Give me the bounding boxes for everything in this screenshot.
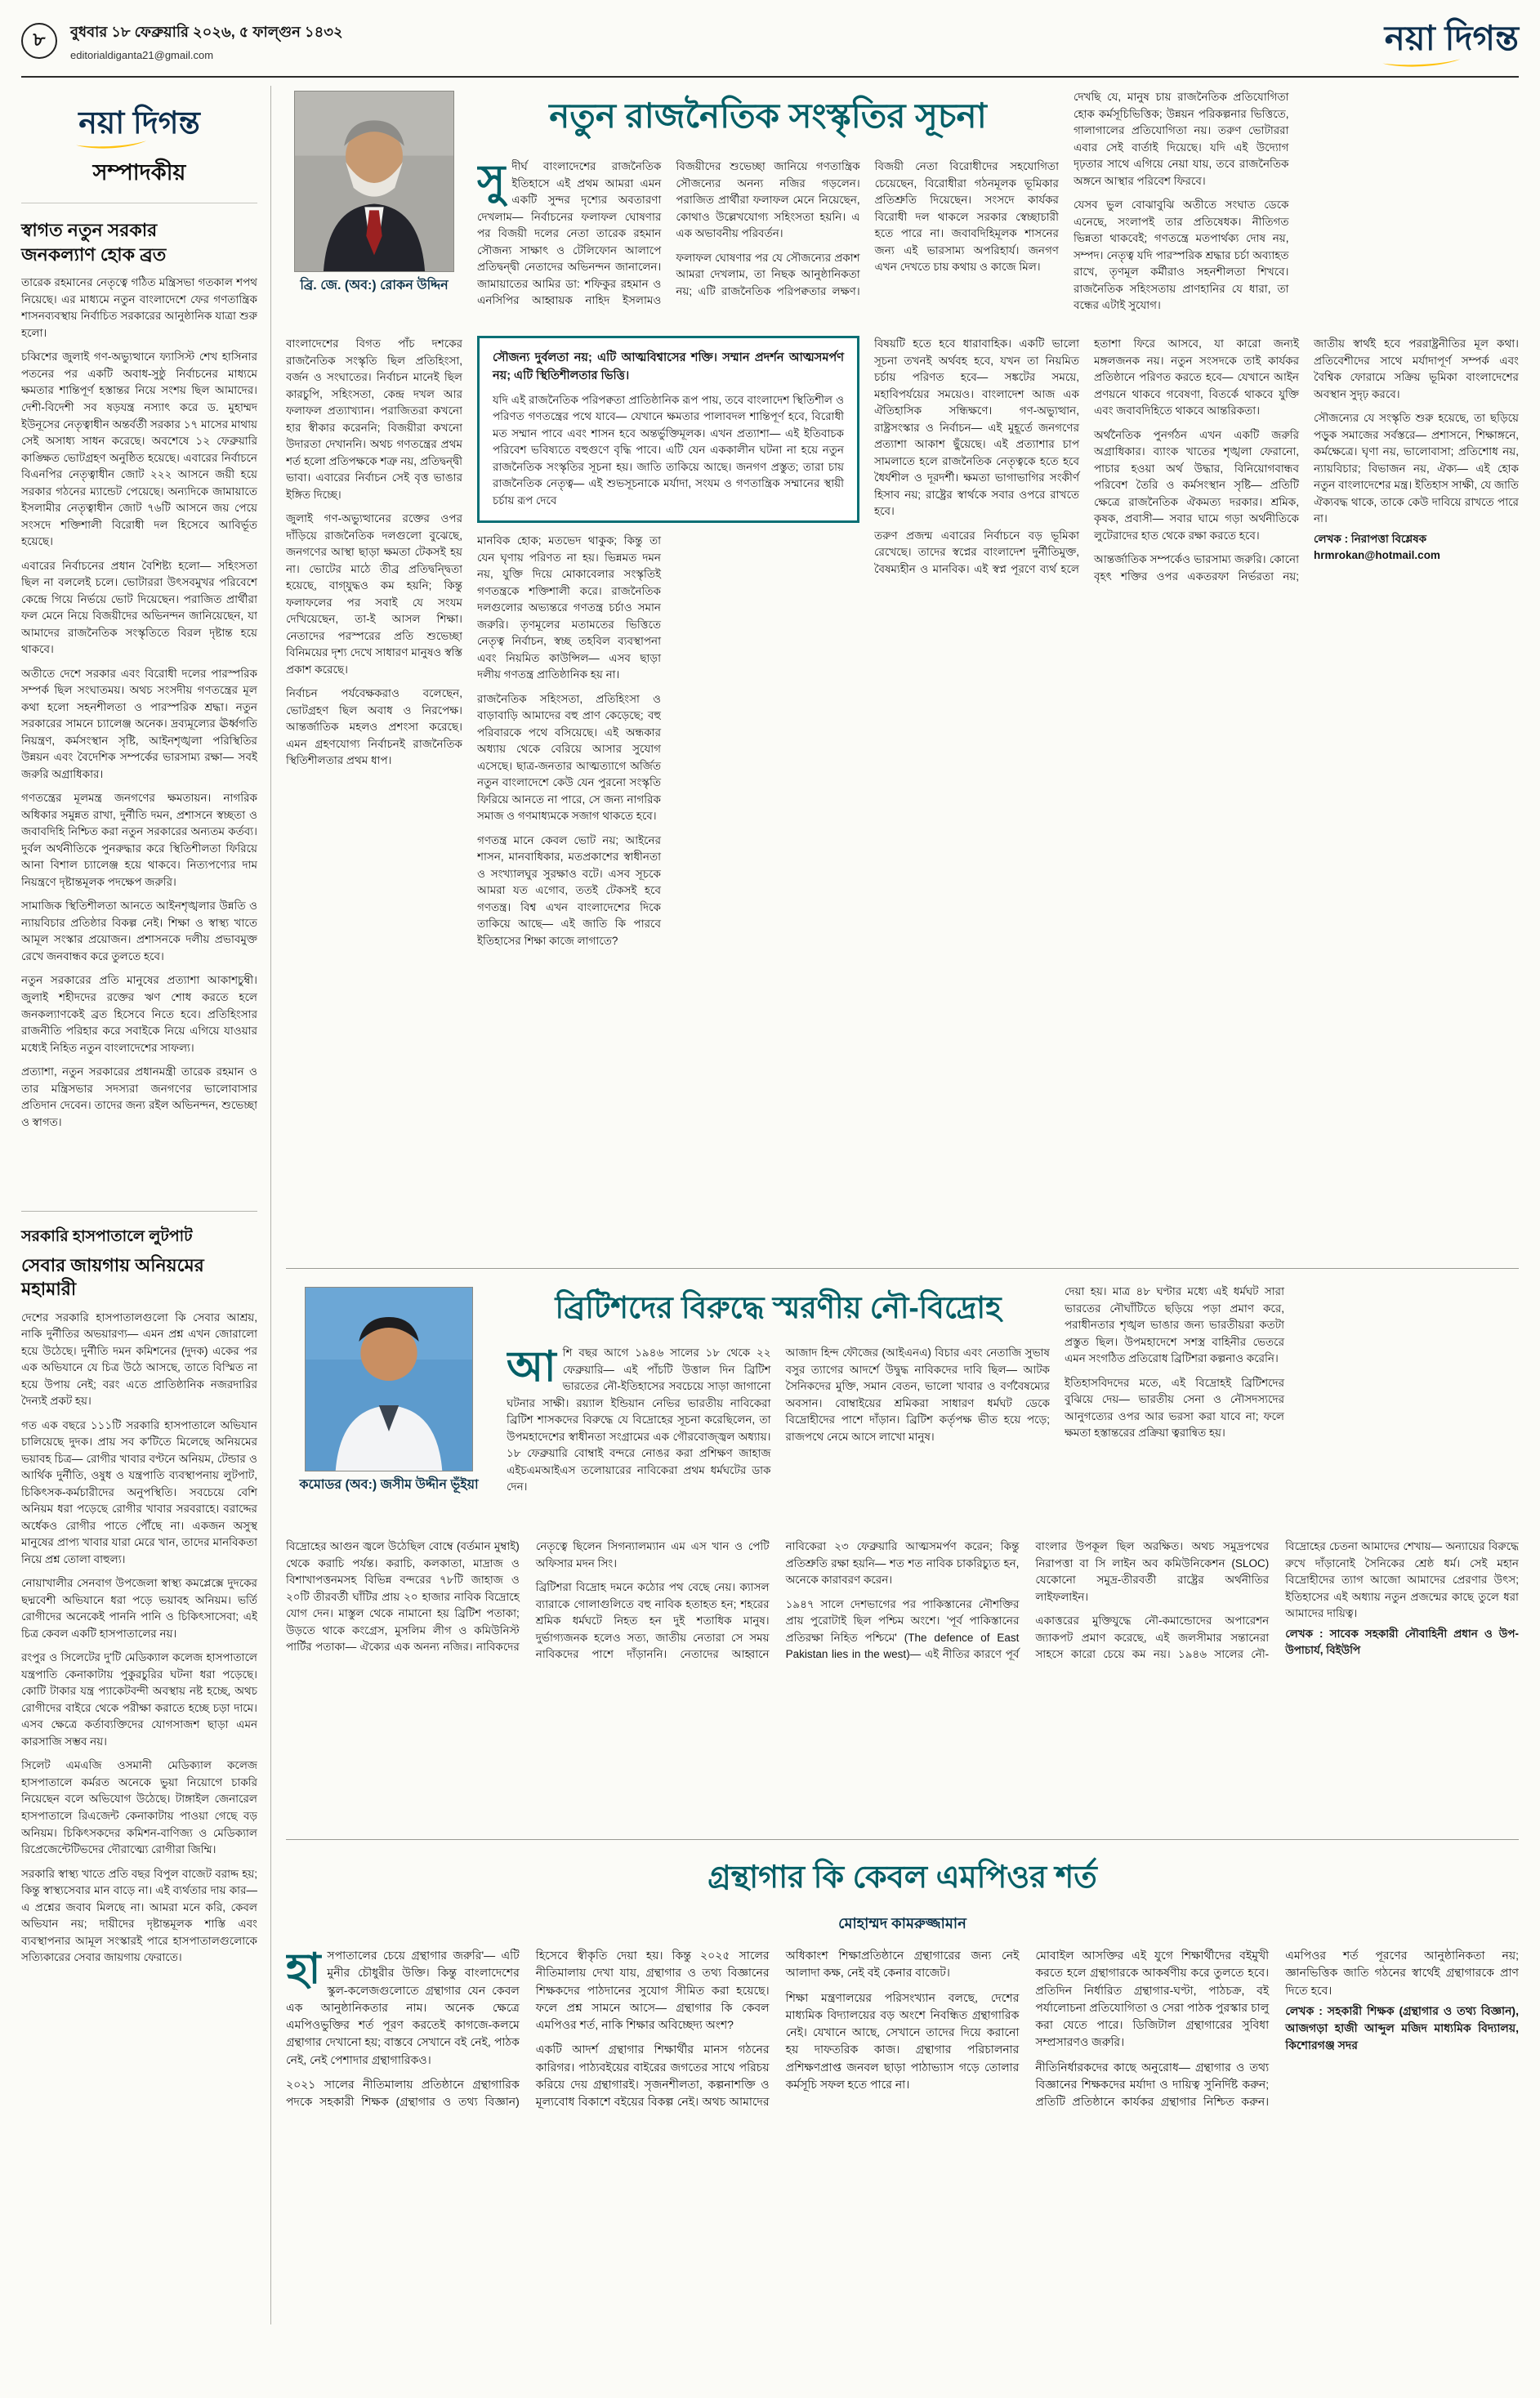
editorial-column [21,86,271,2324]
portrait-man-suit-icon [295,92,453,271]
paragraph: নতুন সরকারের প্রতি মানুষের প্রত্যাশা আকাশচুম্বী। জুলাই শহীদদের রক্তের ঋণ শোধ করতে হলে জনকল্যাণকেই ব্রত হিসেবে নিতে হবে। প্রতিহিংসার রাজনীতি পরিহার করে সবাইকে নিয়ে এগিয়ে যাওয়ার মধ্যেই নিহিত নতুন বাংলাদেশের সাফল্য। [21,974,257,1054]
paragraph: ফলাফল ঘোষণার পর যে সৌজন্যের প্রকাশ আমরা দেখলাম, তা নিছক আনুষ্ঠানিকতা নয়; এটি রাজনৈতিক পরিপক্বতার লক্ষণ। বিজয়ী নেতা বিরোধীদের সহযোগিতা চেয়েছেন, বিরোধীরা গঠনমূলক ভূমিকার প্রতিশ্রুতি দিয়েছেন। সংসদে কার্যকর বিরোধী দল থাকলে সরকার স্বেচ্ছাচারী হতে পারে না। জবাবদিহিমূলক শাসনের জন্য এই ভারসাম্য অপরিহার্য। জনগণ এখন দেখতে চায় কথায় ও কাজে মিল। [676,160,1059,297]
paragraph: দেয়া হয়। মাত্র ৪৮ ঘণ্টার মধ্যে এই ধর্মঘট সারা ভারতের নৌঘাঁটিতে ছড়িয়ে পড়া প্রমাণ করে, পরাধীনতার শৃঙ্খল ভাঙার জন্য ভারতীয়রা কতটা প্রস্তুত ছিল। উপমহাদেশে সশস্ত্র বাহিনীর ভেতরে এমন সংগঠিত প্রতিরোধ ব্রিটিশরা কল্পনাও করেনি। [1065,1285,1284,1365]
paragraph: অর্থনৈতিক পুনর্গঠন এখন একটি জরুরি অগ্রাধিকার। ব্যাংক খাতের শৃঙ্খলা ফেরানো, পাচার হওয়া অর্থ উদ্ধার, বিনিয়োগবান্ধব পরিবেশ তৈরি ও কর্মসংস্থান সৃষ্টি— প্রতিটি ক্ষেত্রে রাজনৈতিক ঐকমত্য দরকার। শ্রমিক, কৃষক, প্রবাসী— সবার ঘামে গড়া অর্থনীতিকে লুটেরাদের হাত থেকে রক্ষা করতে হবে। [1094,428,1299,542]
paragraph: প্রত্যাশা, নতুন সরকারের প্রধানমন্ত্রী তারেক রহমান ও তার মন্ত্রিসভার সদস্যরা জনগণের ভালোবাসার প্রতিদান দেবেন। তাদের জন্য রইল অভিনন্দন, শুভেচ্ছা ও স্বাগত। [21,1065,257,1128]
editorial-1-title-line2: জনকল্যাণ হোক ব্রত [21,243,167,265]
articles-area [286,86,1519,2324]
paragraph: নির্বাচন পর্যবেক্ষকরাও বলেছেন, ভোটগ্রহণ ছিল অবাধ ও নিরপেক্ষ। আন্তর্জাতিক মহলও প্রশংসা করেছে। এমন গ্রহণযোগ্য নির্বাচনই রাজনৈতিক স্থিতিশীলতার প্রথম ধাপ। [286,687,462,767]
page-content [21,78,1519,2324]
portrait-man-uniform-icon [306,1288,472,1471]
byline: ব্রি. জে. (অব:) রোকন উদ্দিন [300,279,449,292]
page-number-badge: ৮ [21,23,57,59]
paragraph: চব্বিশের জুলাই গণ-অভ্যুত্থানে ফ্যাসিস্ট শেখ হাসিনার পতনের পর একটি অবাধ-সুষ্ঠু নির্বাচনের মাধ্যমে ক্ষমতার শান্তিপূর্ণ হস্তান্তর নিয়ে সংশয় ছিল আমাদের। দেশী-বিদেশী সব ষড়যন্ত্র নস্যাৎ করে ড. মুহাম্মদ ইউনূসের নেতৃত্বাধীন অন্তর্বর্তী সরকার ১৭ মাসের মাথায় সেই অসাধ্য সাধন করেছে। অবশেষে ১২ ফেব্রুয়ারি কাঙ্ক্ষিত ভোটগ্রহণ অনুষ্ঠিত হয়েছে। এবারের নির্বাচনে বিএনপির নেতৃত্বাধীন জোট ২২২ আসনে জয়ী হয়ে সরকার গঠনের ম্যান্ডেট পেয়েছে। অন্যদিকে জামায়াতে ইসলামীর নেতৃত্বাধীন জোট ৭৬টি আসনে জয় পেয়ে সংসদে শক্তিশালী বিরোধী দল হিসেবে আবির্ভূত হয়েছে। [21,351,257,548]
navy-article-center [507,1282,1050,1527]
masthead-email[interactable]: editorialdiganta21@gmail.com [70,48,214,61]
masthead [21,11,1519,78]
author-email[interactable]: hrmrokan@hotmail.com [1314,549,1440,562]
editorial-1-title-line1: স্বাগত নতুন সরকার [21,220,158,240]
main-article-middle [477,336,859,1255]
paragraph: শিক্ষা মন্ত্রণালয়ের পরিসংখ্যান বলছে, দেশের মাধ্যমিক বিদ্যালয়ের বড় অংশে নিবন্ধিত গ্রন্থাগারিক নেই। যেখানে আছে, সেখানে তাদের দিয়ে করানো হয় দাফতরিক কাজ। গ্রন্থাগার পরিচালনার প্রশিক্ষণপ্রাপ্ত জনবল ছাড়া পাঠাভ্যাস গড়ে তোলার কর্মসূচি সফল হতে পারে না। [785,1990,1020,2091]
author-box [286,1282,492,1527]
article-text [874,336,1519,1255]
paragraph: মোবাইল আসক্তির এই যুগে শিক্ষার্থীদের বইমুখী করতে হলে গ্রন্থাগারকে আকর্ষণীয় করে তুলতে হবে। প্রতিদিন নির্ধারিত গ্রন্থাগার-ঘণ্টা, পাঠচক্র, বই পর্যালোচনা প্রতিযোগিতা ও সেরা পাঠক পুরস্কার চালু করা যেতে পারে। ডিজিটাল গ্রন্থাগারের সুবিধা সম্প্রসারণও জরুরি। [1035,1949,1270,2049]
pull-quote-heading: সৌজন্য দুর্বলতা নয়; এটি আত্মবিশ্বাসের শক্তি। সম্মান প্রদর্শন আত্মসমর্পণ নয়; এটি স্থিতিশীলতার ভিত্তি। [493,351,844,382]
drop-cap: হা [286,1947,321,1993]
editorial-masthead [21,86,257,203]
article-text [286,336,462,1255]
byline: কমোডর (অব:) জসীম উদ্দীন ভূঁইয়া [299,1478,479,1492]
paragraph: গণতন্ত্রের মূলমন্ত্র জনগণের ক্ষমতায়ন। নাগরিক অধিকার সমুন্নত রাখা, দুর্নীতি দমন, প্রশাসনে স্বচ্ছতা ও জবাবদিহি নিশ্চিত করা নতুন সরকারের অন্যতম কর্তব্য। দুর্বল অর্থনীতিকে পুনরুদ্ধার করে স্থিতিশীলতা ফিরিয়ে আনা বিশাল চ্যালেঞ্জ হয়ে থাকবে। নিত্যপণ্যের দাম নিয়ন্ত্রণে দৃষ্টান্তমূলক পদক্ষেপ জরুরি। [21,792,257,888]
paragraph: আজাদ হিন্দ ফৌজের (আইএনএ) বিচার এবং নেতাজি সুভাষ বসুর ত্যাগের আদর্শে উদ্বুদ্ধ নাবিকদের দাবি ছিল— আটক সৈনিকদের মুক্তি, সমান বেতন, ভালো খাবার ও বর্ণবৈষম্যের অবসান। বোম্বাইয়ের শ্রমিকরা সাধারণ ধর্মঘট ডেকে বিদ্রোহীদের পাশে দাঁড়ান। ব্রিটিশ কর্তৃপক্ষ ভীত হয়ে পড়ে; রাজপথে নেমে আসে লাখো মানুষ। [785,1346,1050,1443]
paragraph: একাত্তরের মুক্তিযুদ্ধে নৌ-কমান্ডোদের অপারেশন জ্যাকপট প্রমাণ করেছে, এই জলসীমার সন্তানেরা সাহসে কারো চেয়ে কম নয়। ১৯৪৬ সালের নৌ-বিদ্রোহের চেতনা আমাদের শেখায়— অন্যায়ের বিরুদ্ধে রুখে দাঁড়ানোই সৈনিকের শ্রেষ্ঠ ধর্ম। সেই মহান বিদ্রোহীদের ত্যাগ আজো আমাদের প্রেরণার উৎস; ইতিহাসের এই অধ্যায় নতুন প্রজন্মের কাছে তুলে ধরা আমাদের দায়িত্ব। [1035,1540,1519,1661]
article-text [1074,86,1519,324]
author-photo [305,1287,473,1471]
paragraph: ইতিহাসবিদদের মতে, এই বিদ্রোহই ব্রিটিশদের বুঝিয়ে দেয়— ভারতীয় সেনা ও নৌসদস্যদের আনুগত্যের ওপর আর ভরসা করা যাবে না; ফলে ক্ষমতা হস্তান্তরের প্রক্রিয়া ত্বরান্বিত হয়। [1065,1376,1284,1440]
navy-article-header [286,1282,1519,1527]
paragraph: সামাজিক স্থিতিশীলতা আনতে আইনশৃঙ্খলার উন্নতি ও ন্যায়বিচার প্রতিষ্ঠার বিকল্প নেই। শিক্ষা ও স্বাস্থ্য খাতে আমূল সংস্কার প্রয়োজন। প্রশাসনকে দলীয় প্রভাবমুক্ত রেখে জনবান্ধব করে তুলতে হবে। [21,900,257,962]
article-text [1065,1282,1519,1527]
author-photo [294,91,454,272]
author-note: লেখক : সহকারী শিক্ষক (গ্রন্থাগার ও তথ্য বিজ্ঞান), আজগড়া হাজী আব্দুল মজিদ মাধ্যমিক বিদ্যালয়, কিশোরগঞ্জ সদর [1285,2003,1519,2052]
main-article-header [286,86,1519,324]
lead-paragraph [286,1947,520,2069]
paragraph: মানবিক হোক; মতভেদ থাকুক; কিন্তু তা যেন ঘৃণায় পরিণত না হয়। ভিন্নমত দমন নয়, যুক্তি দিয়ে মোকাবেলার সংস্কৃতিই গণতন্ত্রকে শক্তিশালী করে। রাজনৈতিক দলগুলোর অভ্যন্তরে গণতন্ত্র চর্চাও সমান জরুরি। তৃণমূলের মতামতের ভিত্তিতে নেতৃত্ব নির্বাচন, স্বচ্ছ তহবিল ব্যবস্থাপনা এবং নিয়মিত কাউন্সিল— এসব ছাড়া দলীয় গণতন্ত্র প্রাতিষ্ঠানিক হয় না। [477,534,661,681]
lead-text: সপাতালের চেয়ে গ্রন্থাগার জরুরি'— এটি মুনীর চৌধুরীর উক্তি। কিন্তু বাংলাদেশের স্কুল-কলেজগুলোতে গ্রন্থাগার যেন কেবল এক আনুষ্ঠানিকতার নাম। অনেক ক্ষেত্রে এমপিওভুক্তির শর্ত পূরণ করতেই কাগজে-কলমে গ্রন্থাগার দেখানো হয়; বাস্তবে সেখানে বই নেই, পাঠক নেই, নেই পেশাদার গ্রন্থাগারিকও। [286,1949,520,2066]
paragraph: তরুণ প্রজন্ম এবারের নির্বাচনে বড় ভূমিকা রেখেছে। তাদের স্বপ্নের বাংলাদেশ দুর্নীতিমুক্ত, বৈষম্যহীন ও মানবিক। এই স্বপ্ন পূরণে ব্যর্থ হলে হতাশা ফিরে আসবে, যা কারো জন্যই মঙ্গলজনক নয়। নতুন সংসদকে তাই কার্যকর প্রতিষ্ঠানে পরিণত করতে হবে— যেখানে আইন প্রণয়নে থাকবে গবেষণা, বিতর্কে থাকবে যুক্তি এবং জবাবদিহিতে থাকবে আন্তরিকতা। [874,337,1299,575]
paragraph: যেসব ভুল বোঝাবুঝি অতীতে সংঘাত ডেকে এনেছে, সংলাপই তার প্রতিষেধক। নীতিগত ভিন্নতা থাকবেই; গণতন্ত্রে মতপার্থক্য দোষ নয়, সম্পদ। নেতৃত্ব যদি পারস্পরিক শ্রদ্ধার চর্চা অব্যাহত রাখে, তৃণমূল কর্মীরাও সহনশীলতা শিখবে। রাজনৈতিক সহিংসতায় প্রাণহানির যে ধারা, তা বন্ধের এটাই সুযোগ। [1074,199,1289,312]
naya-diganta-logo [1385,11,1519,69]
paragraph: নোয়াখালীর সেনবাগ উপজেলা স্বাস্থ্য কমপ্লেক্সে দুদকের ছদ্মবেশী অভিযানে ধরা পড়ে ভয়াবহ অনিয়ম। ভর্তি রোগীদের অনেকেই পাননি পানি ও চিকিৎসাসেবা; এই চিত্র কেবল একটি হাসপাতালের নয়। [21,1577,257,1640]
divider [21,1211,257,1212]
paragraph: ১৯৪৭ সালে দেশভাগের পর পাকিস্তানের নৌশক্তির প্রায় পুরোটাই ছিল পশ্চিম অংশে। 'পূর্ব পাকিস্তানের প্রতিরক্ষা নিহিত পশ্চিমে' (The defence of East Pakistan lies in the west)— এই নীতির কারণে পূর্ব বাংলার উপকূল ছিল অরক্ষিত। অথচ সমুদ্রপথের নিরাপত্তা বা সি লাইন অব কমিউনিকেশন (SLOC) যেকোনো সমুদ্র-তীরবর্তী রাষ্ট্রের অর্থনীতির লাইফলাইন। [785,1540,1270,1661]
byline: মোহাম্মদ কামরুজ্জামান [838,1915,966,1931]
paragraph: রাজনৈতিক সহিংসতা, প্রতিহিংসা ও বাড়াবাড়ি আমাদের বহু প্রাণ কেড়েছে; বহু পরিবারকে পথে বসিয়েছে। এই অন্ধকার অধ্যায় থেকে বেরিয়ে আসার সুযোগ এসেছে। ছাত্র-জনতার আত্মত্যাগে অর্জিত নতুন বাংলাদেশে কেউ যেন পুরনো সংস্কৃতি ফিরিয়ে আনতে না পারে, সে জন্য নাগরিক সমাজ ও গণমাধ্যমকে সজাগ থাকতে হবে। [477,692,661,823]
lead-text: দীর্ঘ বাংলাদেশের রাজনৈতিক ইতিহাসে এই প্রথম আমরা এমন একটি সুন্দর দৃশ্যের অবতারণা দেখলাম— নির্বাচনের ফলাফল ঘোষণার পর বিজয়ী দলের নেতা তারেক রহমান সৌজন্য সাক্ষাৎ ও টেলিফোন আলাপে প্রতিদ্বন্দ্বী নেতাদের অভিনন্দন জানালেন। জামায়াতের আমির ডা: শফিকুর রহমান ও এনসিপির আহ্বায়ক নাহিদ ইসলামও বিজয়ীদের শুভেচ্ছা জানিয়ে গণতান্ত্রিক সৌজন্যের অনন্য নজির গড়লেন। পরাজিত প্রার্থীরা ফলাফল মেনে নিয়েছেন, কোথাও উল্লেখযোগ্য সহিংসতা হয়নি। এ এক অভাবনীয় পরিবর্তন। [477,160,860,307]
article-text [286,1947,1519,2324]
editorial-1-body [21,275,257,1198]
paragraph: অতীতে দেশে সরকার এবং বিরোধী দলের পারস্পরিক সম্পর্ক ছিল সংঘাতময়। অথচ সংসদীয় গণতন্ত্রের মূল কথা হলো সহনশীলতা ও পারস্পরিক শ্রদ্ধা। নতুন সরকারের সামনে চ্যালেঞ্জ অনেক। দ্রব্যমূল্যের ঊর্ধ্বগতি নিয়ন্ত্রণ, কর্মসংস্থান সৃষ্টি, আইনশৃঙ্খলা পরিস্থিতির উন্নয়ন এবং বৈদেশিক সম্পর্কের ভারসাম্য রক্ষা— সবই জরুরি অগ্রাধিকার। [21,667,257,780]
paragraph: সিলেট এমএজি ওসমানী মেডিক্যাল কলেজ হাসপাতালে কর্মরত অনেকে ভুয়া নিয়োগে চাকরি নিয়েছেন বলে অভিযোগ উঠেছে। টাঙ্গাইল জেনারেল হাসপাতালে রিএজেন্ট কেনাকাটায় পাওয়া গেছে বড় অনিয়ম। চিকিৎসকদের কমিশন-বাণিজ্য ও মেডিক্যাল রিপ্রেজেন্টেটিভদের দৌরাত্ম্যে রোগীরা জিম্মি। [21,1759,257,1856]
author-box [286,86,462,324]
article-text [477,159,1059,314]
paragraph: সরকারি স্বাস্থ্য খাতে প্রতি বছর বিপুল বাজেট বরাদ্দ হয়; কিন্তু স্বাস্থ্যসেবার মান বাড়ে না। এই ব্যর্থতার দায় কার— এ প্রশ্নের জবাব মিলছে না। আমরা মনে করি, কেবল অভিযান নয়; দায়ীদের দৃষ্টান্তমূলক শাস্তি এবং ব্যবস্থাপনার আমূল সংস্কারই পারে হাসপাতালগুলোকে সত্যিকারের সেবার জায়গায় ফেরাতে। [21,1867,257,1964]
lead-paragraph [507,1345,771,1496]
paragraph: দেশের সরকারি হাসপাতালগুলো কি সেবার আশ্রয়, নাকি দুর্নীতির অভয়ারণ্য— এমন প্রশ্ন এখন জোরালো হয়ে উঠেছে। দুর্নীতি দমন কমিশনের (দুদক) একের পর এক অভিযানে যে চিত্র উঠে আসছে, তাতে বিস্মিত না হয়ে উপায় নেই; বরং এতে প্রাতিষ্ঠানিক নজরদারির দৈন্যই প্রকট হয়। [21,1311,257,1408]
drop-cap: সু [477,159,506,204]
logo-text: নয়া দিগন্ত [78,106,200,141]
paragraph: এবারের নির্বাচনের প্রধান বৈশিষ্ট্য হলো— সহিংসতা ছিল না বললেই চলে। ভোটাররা উৎসবমুখর পরিবেশে কেন্দ্রে গিয়ে নির্ভয়ে ভোট দিয়েছেন। পরাজিত প্রার্থীরা ফল মেনে নিয়ে বিজয়ীদের অভিনন্দন জানিয়েছেন, যা আমাদের রাজনৈতিক সংস্কৃতিতে বিরল দৃষ্টান্ত হয়ে থাকবে। [21,559,257,656]
masthead-meta [70,20,343,61]
section-label: সম্পাদকীয় [92,160,186,185]
paragraph: ২০২১ সালের নীতিমালায় প্রতিষ্ঠানে গ্রন্থাগারিক পদকে সহকারী শিক্ষক (গ্রন্থাগার ও তথ্য বিজ্ঞান) হিসেবে স্বীকৃতি দেয়া হয়। কিন্তু ২০২৫ সালের নীতিমালায় দেখা যায়, গ্রন্থাগার ও তথ্য বিজ্ঞানের শিক্ষকদের পাঠদানের সুযোগ সীমিত করা হয়েছে। ফলে প্রশ্ন সামনে আসে— গ্রন্থাগার কি কেবল এমপিওর শর্ত, নাকি শিক্ষার অবিচ্ছেদ্য অংশ? [286,1949,770,2109]
paragraph: দেখছি যে, মানুষ চায় রাজনৈতিক প্রতিযোগিতা হোক কর্মসূচিভিত্তিক; উন্নয়ন পরিকল্পনার ভিত্তিতে, গালাগালের প্রতিযোগিতা নয়। তরুণ ভোটাররা এবার সেই বার্তাই দিয়েছে। যদি এই উদ্যোগ দৃঢ়তার সাথে এগিয়ে নেয়া যায়, তবে রাজনৈতিক অঙ্গনে আস্থার পরিবেশ ফিরবে। [1074,91,1289,187]
article-text [477,533,859,1255]
article-text [286,1538,1519,1826]
headline: নতুন রাজনৈতিক সংস্কৃতির সূচনা [549,96,987,135]
editorial-2-kicker: সরকারি হাসপাতালে লুটপাট [21,1228,193,1246]
paragraph: গত এক বছরে ১১১টি সরকারি হাসপাতালে অভিযান চালিয়েছে দুদক। প্রায় সব ক'টিতে মিলেছে অনিয়মের ভয়াবহ চিত্র— রোগীর খাবার বণ্টনে অনিয়ম, টেন্ডার ও আর্থিক দুর্নীতি, ওষুধ ও যন্ত্রপাতি ব্যবস্থাপনায় লুটপাট, চিকিৎসক-কর্মচারীদের অনুপস্থিতি। সবচেয়ে বেশি অনিয়ম ধরা পড়েছে রোগীর খাবার সরবরাহে। বরাদ্দের অর্ধেকও রোগীর পাতে পৌঁছে না। একজন অসুস্থ মানুষের প্রাপ্য খাবার যারা মেরে খান, তাদের মানবিকতা নিয়ে প্রশ্ন তোলা বাহুল্য। [21,1418,257,1565]
lead-text: শি বছর আগে ১৯৪৬ সালের ১৮ থেকে ২২ ফেব্রুয়ারি— এই পাঁচটি উত্তাল দিন ব্রিটিশ ভারতের নৌ-ইতিহাসের সবচেয়ে সাড়া জাগানো ঘটনার সাক্ষী। রয়্যাল ইন্ডিয়ান নেভির ভারতীয় নাবিকেরা ব্রিটিশ শাসকদের বিরুদ্ধে যে বিদ্রোহের সূচনা করেছিলেন, তা উপমহাদেশের স্বাধীনতা সংগ্রামের এক গৌরবোজ্জ্বল অধ্যায়। ১৮ ফেব্রুয়ারি বোম্বাই বন্দরে নোঙর করা প্রশিক্ষণ জাহাজ এইচএমআইএস তলোয়ারের নাবিকেরা প্রথম ধর্মঘটের ডাক দেন। [507,1346,771,1494]
headline: ব্রিটিশদের বিরুদ্ধে স্মরণীয় নৌ-বিদ্রোহ [555,1291,1002,1324]
paragraph: আন্তর্জাতিক সম্পর্কেও ভারসাম্য জরুরি। কোনো বৃহৎ শক্তির ওপর একতরফা নির্ভরতা নয়; জাতীয় স্বার্থই হবে পররাষ্ট্রনীতির মূল কথা। প্রতিবেশীদের সাথে মর্যাদাপূর্ণ সম্পর্ক এবং বৈশ্বিক ফোরামে সক্রিয় ভূমিকা বাংলাদেশের অবস্থান সুদৃঢ় করবে। [1094,337,1519,583]
main-article-body [286,336,1519,1255]
author-note [1314,531,1519,565]
article-text [507,1345,1050,1515]
drop-cap: আ [507,1345,556,1391]
paragraph: ব্রিটিশরা বিদ্রোহ দমনে কঠোর পথ বেছে নেয়। ক্যাসল ব্যারাকে গোলাগুলিতে বহু নাবিক হতাহত হন; শহরের শ্রমিক ধর্মঘটে নিহত হন দুই শতাধিক মানুষ। দুর্ভাগ্যজনক হলেও সত্য, জাতীয় নেতারা সে সময় নাবিকদের পাশে দাঁড়াননি। নেতাদের আহ্বানে নাবিকেরা ২৩ ফেব্রুয়ারি আত্মসমর্পণ করেন; কিন্তু প্রতিশ্রুতি রক্ষা হয়নি— শত শত নাবিক চাকরিচ্যুত হন, অনেকে কারাবরণ করেন। [535,1540,1020,1661]
editorial-1-title [21,218,257,266]
paragraph: নীতিনির্ধারকদের কাছে অনুরোধ— গ্রন্থাগার ও তথ্য বিজ্ঞানের শিক্ষকদের মর্যাদা ও দায়িত্ব সুনির্দিষ্ট করুন; প্রতিটি প্রতিষ্ঠানে কার্যকর গ্রন্থাগার নিশ্চিত করুন। এমপিওর শর্ত পূরণের আনুষ্ঠানিকতা নয়; জ্ঞানভিত্তিক জাতি গঠনের স্বার্থেই গ্রন্থাগারকে প্রাণ দিতে হবে। [1035,1949,1519,2109]
editorial-2-title: সেবার জায়গায় অনিয়মের মহামারী [21,1255,204,1299]
paragraph: বাংলাদেশের বিগত পাঁচ দশকের রাজনৈতিক সংস্কৃতি ছিল প্রতিহিংসা, বর্জন ও সংঘাতের। নির্বাচন মানেই ছিল কারচুপি, সহিংসতা, কেন্দ্র দখল আর ফলাফল প্রত্যাখ্যান। পরাজিতরা কখনো হার স্বীকার করেননি; বিজয়ীরা কখনো উদারতা দেখাননি। অথচ গণতন্ত্রের প্রথম শর্ত হলো প্রতিপক্ষকে শত্রু নয়, প্রতিদ্বন্দ্বী ভাবা। এবারের নির্বাচন সেই বৃত্ত ভাঙার ইঙ্গিত দিচ্ছে। [286,337,462,501]
pull-quote-box [477,336,859,523]
author-note: লেখক : সাবেক সহকারী নৌবাহিনী প্রধান ও উপ-উপাচার্য, বিইউপি [1285,1627,1519,1657]
paragraph: বিদ্রোহের আগুন জ্বলে উঠেছিল বোম্বে (বর্তমান মুম্বাই) থেকে করাচি পর্যন্ত। করাচি, কলকাতা, মাদ্রাজ ও বিশাখাপত্তনমসহ বিভিন্ন বন্দরের ৭৮টি জাহাজ ও ২০টি তীরবর্তী ঘাঁটির প্রায় ২০ হাজার নাবিক বিদ্রোহে যোগ দেন। মাস্তুল থেকে নামানো হয় ব্রিটিশ পতাকা; উড়তে থাকে কংগ্রেস, মুসলিম লীগ ও কমিউনিস্ট পার্টির পতাকা— ঐক্যের এক অনন্য নজির। নাবিকদের নেতৃত্বে ছিলেন সিগন্যালম্যান এম এস খান ও পেটি অফিসার মদন সিং। [286,1540,770,1654]
paragraph: গণতন্ত্র মানে কেবল ভোট নয়; আইনের শাসন, মানবাধিকার, মতপ্রকাশের স্বাধীনতা ও সংখ্যালঘুর সুরক্ষাও বটে। এসব সূচকে আমরা যত এগোব, ততই টেকসই হবে গণতন্ত্র। বিশ্ব এখন বাংলাদেশের দিকে তাকিয়ে আছে— এই জাতি কি পারবে ইতিহাসের শিক্ষা কাজে লাগাতে? [477,833,661,947]
naya-diganta-logo-small [78,99,200,151]
editorial-article-2 [21,1225,257,2224]
logo-text: নয়া দিগন্ত [1384,19,1519,57]
date-line: বুধবার ১৮ ফেব্রুয়ারি ২০২৬, ৫ ফাল্গুন ১৪৩২ [70,23,343,40]
main-article [286,86,1519,1269]
paragraph: সৌজন্যের যে সংস্কৃতি শুরু হয়েছে, তা ছড়িয়ে পড়ুক সমাজের সর্বস্তরে— প্রশাসনে, শিক্ষাঙ্গনে, কর্মক্ষেত্রে। ঘৃণা নয়, ভালোবাসা; প্রতিশোধ নয়, ন্যায়বিচার; বিভাজন নয়, ঐক্য— এই হোক নতুন বাংলাদেশের মন্ত্র। ইতিহাস সাক্ষী, যে জাতি ঐক্যবদ্ধ থাকে, তাকে কেউ দাবিয়ে রাখতে পারে না। [1314,412,1519,525]
library-article [286,1840,1519,2324]
paragraph: বিষয়টি হতে হবে ধারাবাহিক। একটি ভালো সূচনা তখনই অর্থবহ হবে, যখন তা নিয়মিত চর্চায় পরিণত হবে— সঙ্কটের সময়ে, মহাবিপর্যয়ের সময়েও। বাংলাদেশ আজ এক ঐতিহাসিক সন্ধিক্ষণে। গণ-অভ্যুত্থান, রাষ্ট্রসংস্কার ও নির্বাচন— এই মুহূর্তে জনগণের প্রত্যাশা আকাশ ছুঁয়েছে। এই প্রত্যাশার চাপ সামলাতে হলে রাজনৈতিক নেতৃত্বকে হতে হবে ধৈর্যশীল ও দূরদর্শী। ক্ষমতা ভাগাভাগির সংকীর্ণ হিসাব নয়; রাষ্ট্রের স্বার্থকে সবার ওপরে রাখতে হবে। [874,337,1079,518]
headline: গ্রন্থাগার কি কেবল এমপিওর শর্ত [708,1860,1097,1895]
author-note-text: লেখক : নিরাপত্তা বিশ্লেষক [1314,532,1427,545]
main-article-center [477,86,1059,324]
editorial-article-1 [21,218,257,1198]
paragraph: জুলাই গণ-অভ্যুত্থানের রক্তের ওপর দাঁড়িয়ে রাজনৈতিক দলগুলো বুঝেছে, জনগণের আস্থা ছাড়া ক্ষমতা টেকসই হয় না। ভোটের মাঠে তীব্র প্রতিদ্বন্দ্বিতা হয়েছে, বাগ্‌যুদ্ধও কম হয়নি; কিন্তু ফলাফলের পর সবাই যে সংযম দেখিয়েছেন, তা-ই আসল শিক্ষা। নেতাদের পরস্পরের প্রতি শুভেচ্ছা বিনিময়ের দৃশ্য দেখে সাধারণ মানুষও স্বস্তি প্রকাশ করেছে। [286,512,462,676]
navy-article [286,1269,1519,1840]
pull-quote-body: যদি এই রাজনৈতিক পরিপক্বতা প্রাতিষ্ঠানিক রূপ পায়, তবে বাংলাদেশ স্থিতিশীল ও পরিণত গণতন্ত্রের পথে যাবে— যেখানে ক্ষমতার পালাবদল শান্তিপূর্ণ হবে, বিরোধী মত সম্মান পাবে এবং শাসন হবে অন্তর্ভুক্তিমূলক। এখন প্রত্যাশা— এই ইতিবাচক পরিবেশ ভবিষ্যতে বহুগুণে বৃদ্ধি পাবে। এটি যেন এককালীন ঘটনা না হয়ে নতুন রাজনৈতিক সংস্কৃতির সূচনা হয়। জাতি তাকিয়ে আছে। জনগণ প্রস্তুত; তারা চায় রাজনৈতিক নেতৃত্ব— এই শুভসূচনাকে মর্যাদা, সংযম ও গণতান্ত্রিক সম্মানের স্থায়ী চর্চায় রূপ দেবে [493,393,844,507]
paragraph: তারেক রহমানের নেতৃত্বে গঠিত মন্ত্রিসভা গতকাল শপথ নিয়েছে। এর মাধ্যমে নতুন বাংলাদেশে ফের গণতান্ত্রিক শাসনব্যবস্থায় নির্বাচিত সরকারের আনুষ্ঠানিক যাত্রা শুরু হলো। [21,276,257,339]
editorial-2-body [21,1310,257,2225]
paragraph: রংপুর ও সিলেটের দু'টি মেডিক্যাল কলেজ হাসপাতালে যন্ত্রপাতি কেনাকাটায় পুকুরচুরির ঘটনা ধরা পড়েছে। কোটি টাকার যন্ত্র প্যাকেটবন্দী অবস্থায় নষ্ট হচ্ছে, অথচ রোগীদের বাইরে থেকে পরীক্ষা করাতে হচ্ছে চড়া দামে। এসব ক্ষেত্রে কর্তাব্যক্তিদের যোগসাজশ ছাড়া এমন কারসাজি সম্ভব নয়। [21,1651,257,1748]
paragraph: একটি আদর্শ গ্রন্থাগার শিক্ষার্থীর মানস গঠনের কারিগর। পাঠ্যবইয়ের বাইরের জগতের সাথে পরিচয় করিয়ে দেয় গ্রন্থাগারই। সৃজনশীলতা, কল্পনাশক্তি ও মূল্যবোধ বিকাশে বইয়ের বিকল্প নেই। অথচ আমাদের অধিকাংশ শিক্ষাপ্রতিষ্ঠানে গ্রন্থাগারের জন্য নেই আলাদা কক্ষ, নেই বই কেনার বাজেট। [535,1949,1020,2109]
masthead-left [21,20,343,61]
